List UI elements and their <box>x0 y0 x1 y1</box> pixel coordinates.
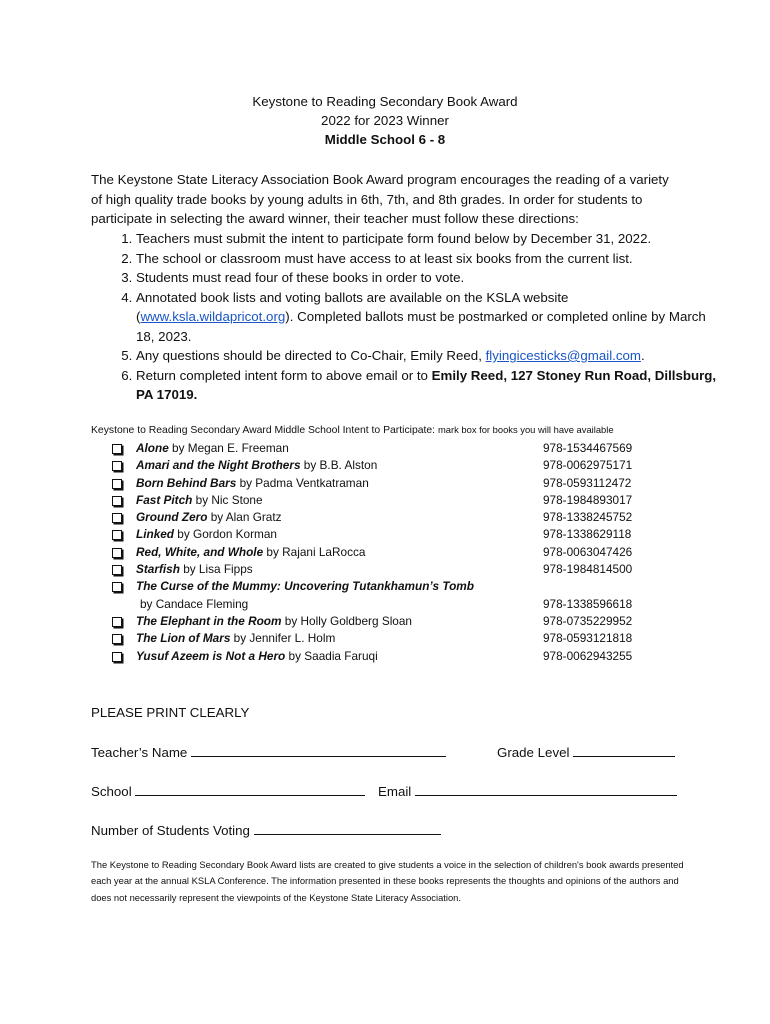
book-row <box>112 509 672 526</box>
book-author: by Gordon Korman <box>174 527 277 542</box>
book-title: Born Behind Bars <box>136 475 237 490</box>
book-author: by Candace Fleming <box>140 596 249 611</box>
grade-level-field <box>497 744 675 760</box>
book-row <box>112 457 672 474</box>
book-title: The Curse of the Mummy: Uncovering Tutankhamun’s Tomb <box>136 579 474 594</box>
direction-item: 3. Students must read four of these books in order to vote. <box>136 268 726 288</box>
book-title: Starfish <box>136 562 180 577</box>
direction-item: 6. Return completed intent form to above email or to Emily Reed, 127 Stoney Run Road, Dillsburg, PA 17019. <box>136 366 726 405</box>
email-field <box>378 783 677 799</box>
book-row <box>112 630 672 647</box>
intro-paragraph: The Keystone State Literacy Association Book Award program encourages the reading of a variety of high quality trade books by young adults in 6th, 7th, and 8th grades. In order for students to participate in selecting the award winner, their teacher must follow these directions: <box>91 172 669 226</box>
checkbox[interactable] <box>112 461 122 471</box>
contact-email-link[interactable]: flyingicesticks@gmail.com <box>485 348 641 363</box>
direction-item: 4. Annotated book lists and voting ballots are available on the KSLA website (www.ksla.wildapricot.org). Completed ballots must be postmarked or completed online by March 18, 2023. <box>136 288 726 347</box>
book-author: by Padma Ventkatraman <box>236 475 369 490</box>
book-author: by Nic Stone <box>192 492 263 507</box>
book-row-continued <box>112 596 672 613</box>
book-title: Linked <box>136 527 175 542</box>
book-isbn: 978-1338596618 <box>543 596 633 611</box>
students-voting-field <box>91 822 441 838</box>
book-row <box>112 544 672 561</box>
mailing-address: Emily Reed, 127 Stoney Run Road, Dillsburg, PA 17019. <box>136 367 717 402</box>
book-row <box>112 440 672 457</box>
email-label: Email <box>378 784 415 799</box>
book-isbn: 978-1984814500 <box>543 562 633 577</box>
intent-instruction: mark box for books you will have available <box>437 424 614 435</box>
checkbox[interactable] <box>112 530 122 540</box>
disclaimer: The Keystone to Reading Secondary Book Award lists are created to give students a voice in the selection of children's book awards presented each year at the annual KSLA Conference. The information presented in these books represents the thoughts and opinions of the authors and does not necessarily represent the viewpoints of the Keystone State Literacy Association. <box>91 859 684 903</box>
book-isbn: 978-0062943255 <box>543 648 633 663</box>
teacher-name-line[interactable] <box>191 744 446 757</box>
award-level: Middle School 6 - 8 <box>324 132 446 147</box>
book-row <box>112 613 672 630</box>
direction-item: 5. Any questions should be directed to Co-Chair, Emily Reed, flyingicesticks@gmail.com. <box>136 346 726 366</box>
checkbox[interactable] <box>112 513 122 523</box>
checkbox[interactable] <box>112 652 122 662</box>
book-title: The Elephant in the Room <box>136 613 282 628</box>
checkbox[interactable] <box>112 582 122 592</box>
checkbox[interactable] <box>112 565 122 575</box>
award-title: Keystone to Reading Secondary Book Award <box>252 94 518 109</box>
grade-level-line[interactable] <box>573 744 675 757</box>
grade-level-label: Grade Level <box>497 745 574 760</box>
book-title: The Lion of Mars <box>136 631 231 646</box>
school-line[interactable] <box>135 783 365 796</box>
direction-item: 1. Teachers must submit the intent to participate form found below by December 31, 2022. <box>136 229 726 249</box>
teacher-name-label: Teacher’s Name <box>91 745 192 760</box>
book-row <box>112 561 672 578</box>
book-author: by Saadia Faruqi <box>285 648 378 663</box>
book-isbn: 978-1338245752 <box>543 510 633 525</box>
book-row <box>112 492 672 509</box>
book-title: Yusuf Azeem is Not a Hero <box>136 648 286 663</box>
book-isbn: 978-1338629118 <box>543 527 632 542</box>
book-row <box>112 648 672 665</box>
email-line[interactable] <box>415 783 677 796</box>
book-title: Alone <box>136 441 169 455</box>
book-row <box>112 578 672 595</box>
direction-item: 2. The school or classroom must have access to at least six books from the current list. <box>136 249 726 269</box>
book-isbn: 978-0735229952 <box>543 613 633 628</box>
book-isbn: 978-0063047426 <box>543 544 633 559</box>
book-author: by Jennifer L. Holm <box>230 631 336 646</box>
book-title: Ground Zero <box>136 510 208 525</box>
directions-list <box>91 229 726 405</box>
checkbox[interactable] <box>112 548 122 558</box>
ksla-website-link[interactable]: www.ksla.wildapricot.org <box>140 309 286 324</box>
book-author: by Rajani LaRocca <box>263 544 366 559</box>
intent-heading <box>91 424 614 436</box>
intent-label: Keystone to Reading Secondary Award Middle School Intent to Participate: <box>91 425 436 436</box>
teacher-name-field <box>91 744 446 760</box>
book-author: by Holly Goldberg Sloan <box>281 613 412 628</box>
book-row <box>112 475 672 492</box>
checkbox[interactable] <box>112 479 122 489</box>
checkbox[interactable] <box>112 617 122 627</box>
book-list <box>112 440 672 665</box>
award-year: 2022 for 2023 Winner <box>321 113 449 128</box>
book-author: by B.B. Alston <box>300 458 378 473</box>
students-voting-line[interactable] <box>254 822 441 835</box>
checkbox[interactable] <box>112 444 122 454</box>
book-isbn: 978-1984893017 <box>543 492 633 507</box>
students-voting-label: Number of Students Voting <box>91 823 254 838</box>
book-isbn: 978-0593121818 <box>543 631 633 646</box>
book-title: Red, White, and Whole <box>136 544 264 559</box>
book-author: by Alan Gratz <box>207 510 282 525</box>
book-author: by Lisa Fipps <box>179 562 253 577</box>
school-label: School <box>91 784 136 799</box>
book-title: Fast Pitch <box>136 492 193 507</box>
book-isbn: 978-1534467569 <box>543 441 633 455</box>
print-clearly-heading: PLEASE PRINT CLEARLY <box>91 705 250 720</box>
school-field <box>91 783 365 799</box>
book-title: Amari and the Night Brothers <box>136 458 301 473</box>
book-isbn: 978-0593112472 <box>543 475 632 490</box>
checkbox[interactable] <box>112 634 122 644</box>
checkbox[interactable] <box>112 496 122 506</box>
book-row <box>112 526 672 543</box>
book-author: by Megan E. Freeman <box>168 441 289 455</box>
book-isbn: 978-0062975171 <box>543 458 633 473</box>
